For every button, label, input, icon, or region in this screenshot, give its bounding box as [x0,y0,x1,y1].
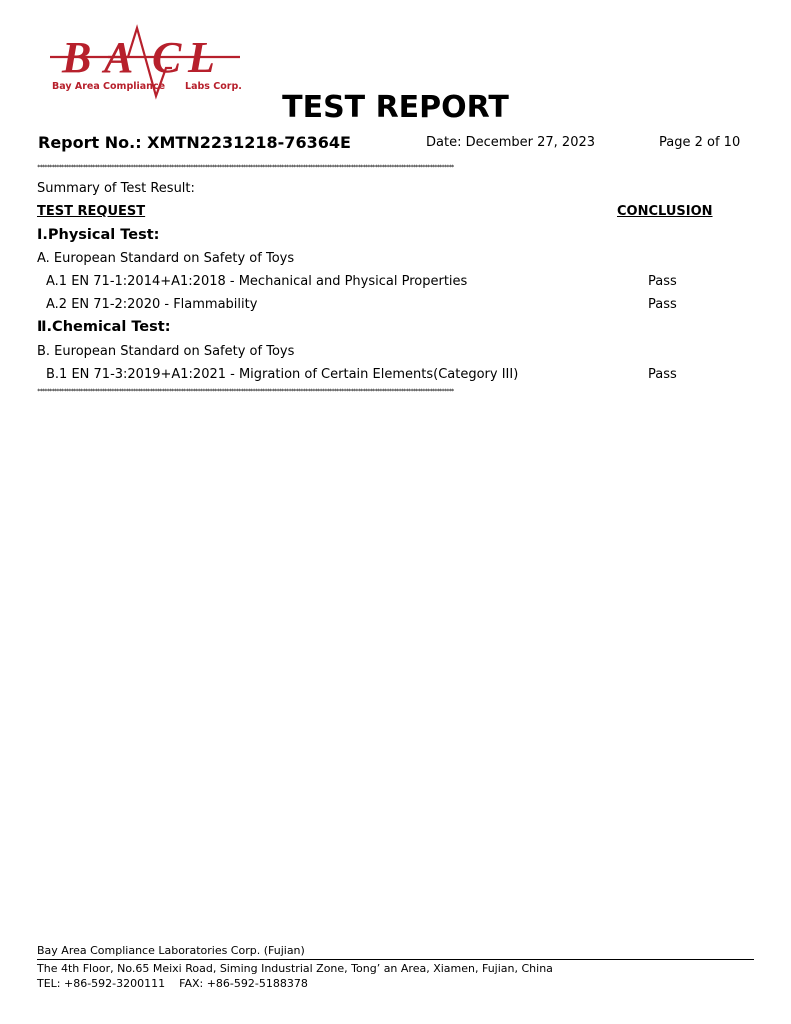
column-header-request: TEST REQUEST [37,204,146,219]
separator-top: ****************************************************************************************************************************************************************************** [37,164,454,171]
footer-divider [37,959,754,960]
report-number [38,133,351,152]
section-heading-chemical: Ⅱ.Chemical Test: [37,319,171,335]
page-indicator: Page 2 of 10 [659,135,741,150]
test-item-label: B.1 EN 71-3:2019+A1:2021 - Migration of Certain Elements(Category III) [46,367,519,382]
report-title: TEST REPORT [282,90,509,125]
section-heading-physical: Ⅰ.Physical Test: [37,227,160,243]
logo-caption-left: Bay Area Compliance [52,81,166,92]
test-item-result: Pass [648,274,677,289]
svg-text:B: B [62,33,94,82]
test-item-label: A.2 EN 71-2:2020 - Flammability [46,297,258,312]
report-date: Date: December 27, 2023 [426,135,596,150]
test-item-result: Pass [648,297,677,312]
section-standard-a: A. European Standard on Safety of Toys [37,251,295,266]
footer-address: The 4th Floor, No.65 Meixi Road, Siming Industrial Zone, Tong’ an Area, Xiamen, Fujian, China [37,962,553,975]
report-number-value: XMTN2231218-76364E [147,133,351,152]
section-standard-b: B. European Standard on Safety of Toys [37,344,295,359]
column-header-conclusion: CONCLUSION [617,204,713,219]
footer-contact: TEL: +86-592-3200111 FAX: +86-592-5188378 [37,977,308,990]
summary-intro: Summary of Test Result: [37,181,195,196]
test-item-result: Pass [648,367,677,382]
report-number-label: Report No.: [38,133,142,152]
svg-text:C: C [152,33,182,82]
svg-text:L: L [188,33,215,82]
test-item-label: A.1 EN 71-1:2014+A1:2018 - Mechanical and Physical Properties [46,274,468,289]
logo-caption-right: Labs Corp. [185,81,242,92]
svg-text:A: A [104,33,134,82]
footer-company: Bay Area Compliance Laboratories Corp. (Fujian) [37,944,305,957]
separator-bottom: ****************************************************************************************************************************************************************************** [37,388,454,395]
